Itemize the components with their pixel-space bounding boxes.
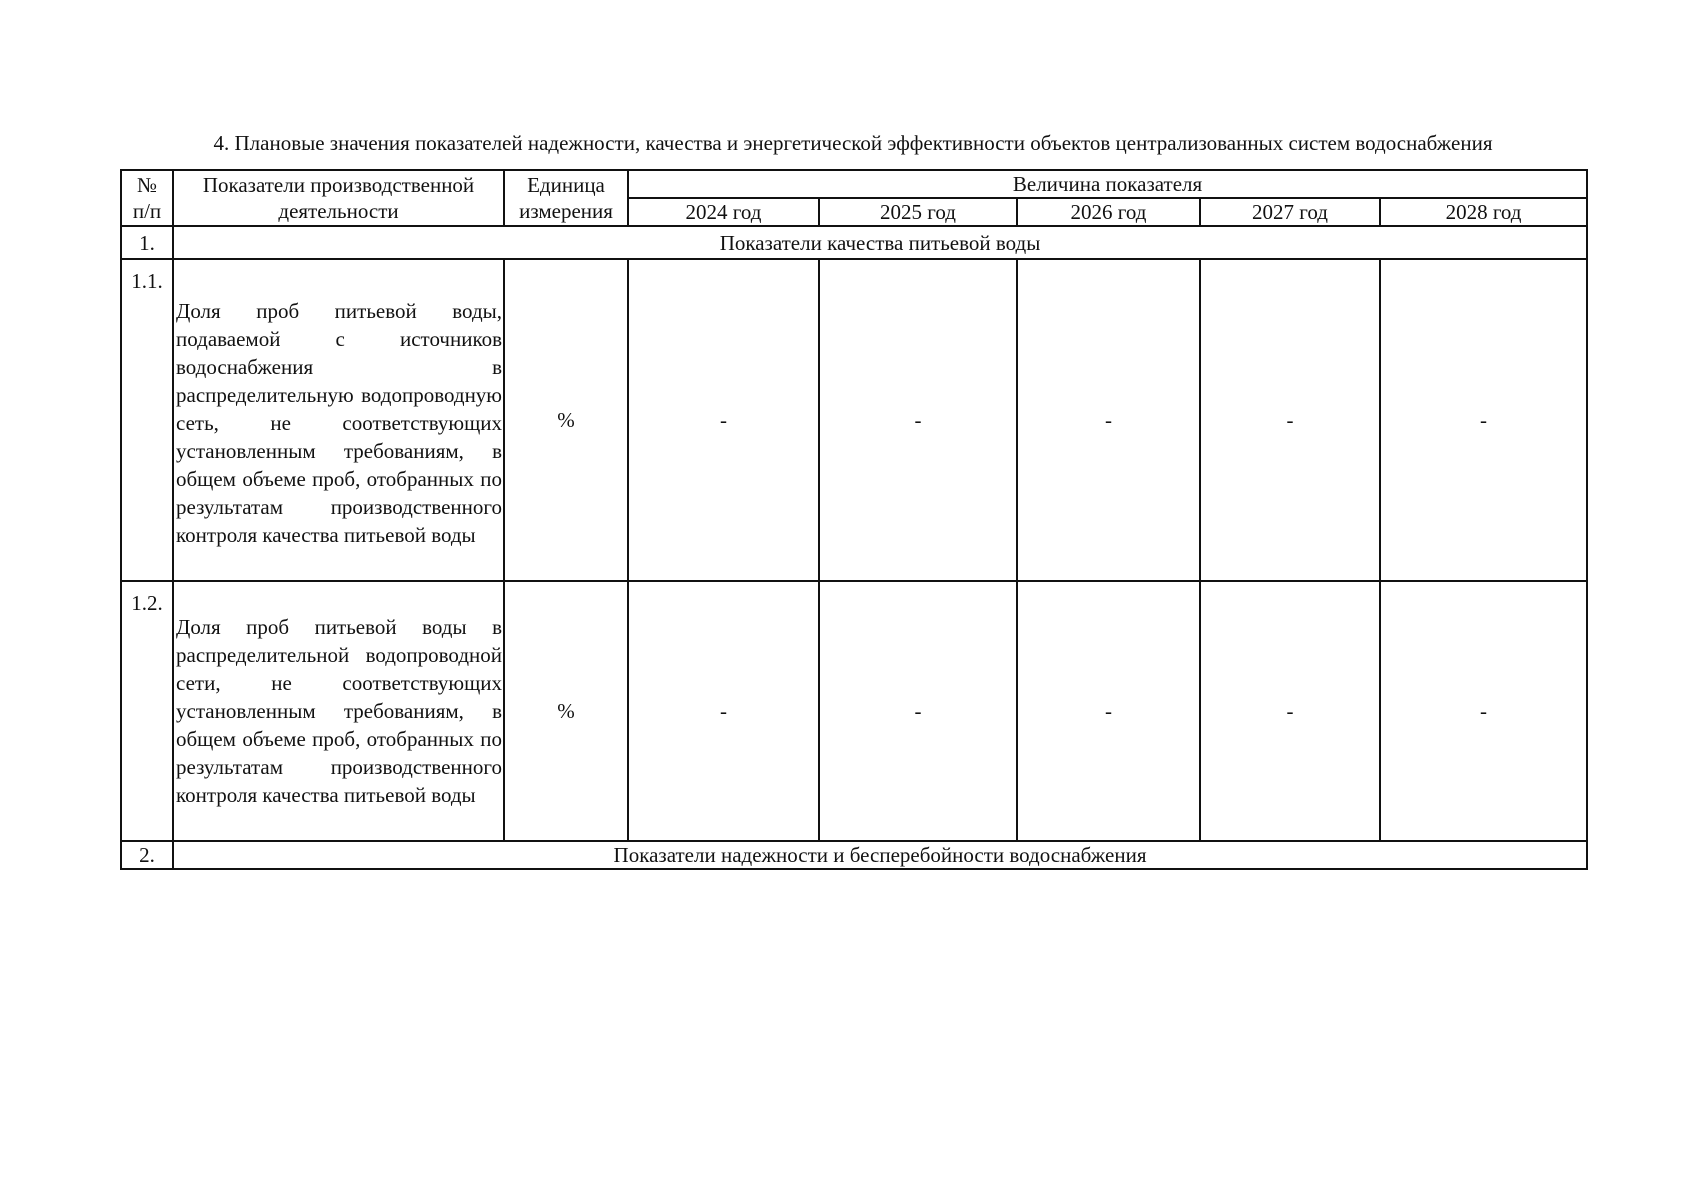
document-title: 4. Плановые значения показателей надежности, качества и энергетической эффективности объектов централизованных систем водоснабжения [213, 131, 1493, 155]
row-1-2-num: 1.2. [121, 581, 173, 841]
table-row [121, 581, 1587, 841]
header-year-2025: 2025 год [819, 198, 1017, 226]
header-indicator-line2: деятельности [278, 199, 399, 223]
row-1-1-unit: % [504, 259, 628, 581]
row-1-1-num: 1.1. [121, 259, 173, 581]
section-1-title: Показатели качества питьевой воды [173, 226, 1587, 259]
header-unit-line1: Единица [527, 173, 605, 197]
header-num-cell [121, 170, 173, 226]
header-unit-line2: измерения [519, 199, 613, 223]
row-1-1-indicator: Доля проб питьевой воды, подаваемой с источников водоснабжения в распределительную водопроводную сеть, не соответствующих установленным требованиям, в общем объеме проб, отобранных по результатам производственного контроля качества питьевой воды [176, 299, 502, 547]
header-year-2024: 2024 год [628, 198, 819, 226]
header-unit-cell [504, 170, 628, 226]
indicators-table [120, 169, 1588, 870]
header-year-2028: 2028 год [1380, 198, 1587, 226]
row-1-2-value-2024: - [628, 581, 819, 841]
row-1-1-value-2025: - [819, 259, 1017, 581]
header-value-group: Величина показателя [628, 170, 1587, 198]
section-row-1 [121, 226, 1587, 259]
header-indicator-line1: Показатели производственной [202, 173, 475, 197]
row-1-2-indicator-cell [173, 581, 504, 841]
row-1-1-indicator-cell [173, 259, 504, 581]
row-1-2-value-2027: - [1200, 581, 1380, 841]
row-1-2-value-2025: - [819, 581, 1017, 841]
row-1-1-value-2028: - [1380, 259, 1587, 581]
header-year-2027: 2027 год [1200, 198, 1380, 226]
header-indicator-cell [173, 170, 504, 226]
table-row [121, 259, 1587, 581]
row-1-2-indicator: Доля проб питьевой воды в распределительной водопроводной сети, не соответствующих установленным требованиям, в общем объеме проб, отобранных по результатам производственного контроля качества питьевой воды [176, 615, 502, 807]
header-num-line1: № [136, 173, 158, 197]
row-1-2-value-2026: - [1017, 581, 1200, 841]
row-1-1-value-2026: - [1017, 259, 1200, 581]
section-1-num: 1. [121, 226, 173, 259]
row-1-2-value-2028: - [1380, 581, 1587, 841]
section-row-2 [121, 841, 1587, 869]
row-1-1-value-2024: - [628, 259, 819, 581]
header-year-2026: 2026 год [1017, 198, 1200, 226]
section-2-num: 2. [121, 841, 173, 869]
row-1-2-unit: % [504, 581, 628, 841]
row-1-1-value-2027: - [1200, 259, 1380, 581]
header-row-top [121, 170, 1587, 198]
section-2-title: Показатели надежности и бесперебойности водоснабжения [173, 841, 1587, 869]
header-num-line2: п/п [132, 199, 162, 223]
